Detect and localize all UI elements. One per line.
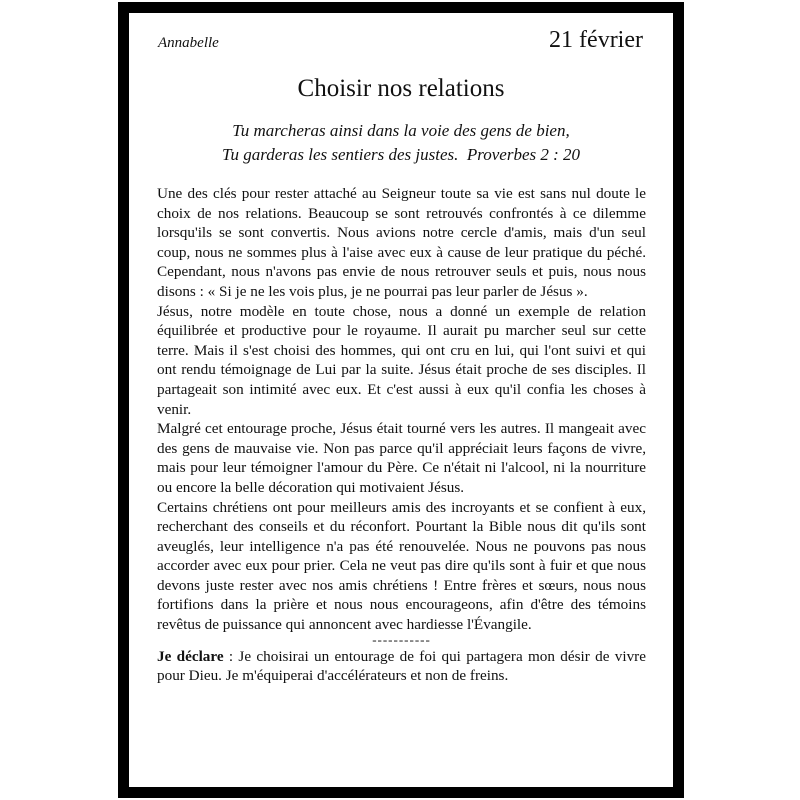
verse-line-2-text: Tu garderas les sentiers des justes. xyxy=(221,145,459,164)
page-title: Choisir nos relations xyxy=(297,75,505,102)
declaration-label: Je déclare xyxy=(157,647,224,665)
separator-line: ----------- xyxy=(372,631,431,647)
bible-verse xyxy=(129,119,673,167)
declaration xyxy=(157,647,646,686)
paragraph-3: Malgré cet entourage proche, Jésus était tourné vers les autres. Il mangeait avec des gens de mauvaise vie. Non pas parce qu'il appréciait leurs façons de vivre, mais pour leur témoigner l'amour du Père. Ce n'était ni l'alcool, ni la nourriture ou encore la belle décoration qui motivaient Jésus. xyxy=(157,420,646,496)
body-text xyxy=(157,184,646,686)
author-name: Annabelle xyxy=(158,35,219,51)
verse-line-1: Tu marcheras ainsi dans la voie des gens de bien, xyxy=(232,121,570,140)
declaration-text: : Je choisirai un entourage de foi qui partagera mon désir de vivre pour Dieu. Je m'équiperai d'accélérateurs et non de freins. xyxy=(157,647,646,685)
devotional-card xyxy=(129,13,673,787)
verse-line-2 xyxy=(129,143,673,167)
paragraph-2: Jésus, notre modèle en toute chose, nous a donné un exemple de relation équilibrée et productive pour le royaume. Il aurait pu marcher seul sur cette terre. Mais il s'est choisi des hommes, qui ont cru en lui, qui l'ont suivi et qui ont rendu témoignage de Lui par la suite. Jésus était proche de ses disciples. Il partageait son intimité avec eux. Et c'est aussi à eux qu'il confia les choses à venir. xyxy=(157,302,646,418)
date-label: 21 février xyxy=(549,27,643,53)
paragraph-4: Certains chrétiens ont pour meilleurs amis des incroyants et se confient à eux, recherchant des conseils et du réconfort. Pourtant la Bible nous dit qu'ils sont aveuglés, leur intelligence n'a pas été renouvelée. Nous ne pouvons pas nous accorder avec eux pour prier. Cela ne veut pas dire qu'ils sont à fuir et que nous devons juste rester avec nos amis chrétiens ! Entre frères et sœurs, nous nous fortifions dans la prière et nous nous encourageons, afin d'être des témoins revêtus de puissance qui annoncent avec hardiesse l'Évangile. xyxy=(157,498,646,634)
verse-reference: Proverbes 2 : 20 xyxy=(466,145,581,164)
paragraph-1: Une des clés pour rester attaché au Seigneur toute sa vie est sans nul doute le choix de nos relations. Beaucoup se sont retrouvés confrontés à ce dilemme lorsqu'ils se sont convertis. Nous avions notre cercle d'amis, mais d'un seul coup, nous ne sommes plus à l'aise avec eux à cause de leur pratique du péché. Cependant, nous n'avons pas envie de nous retrouver seuls et puis, nous nous disons : « Si je ne les vois plus, je ne pourrai pas leur parler de Jésus ». xyxy=(157,185,646,300)
